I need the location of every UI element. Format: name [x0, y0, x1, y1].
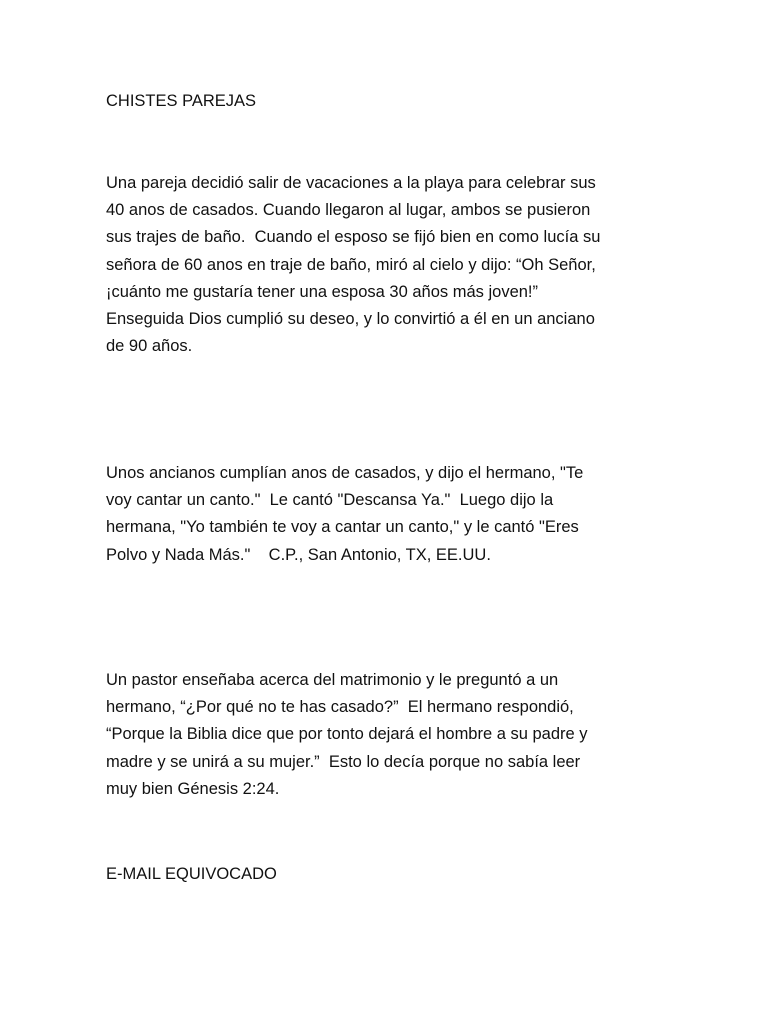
joke-paragraph-pastor-marriage: Un pastor enseñaba acerca del matrimonio y le preguntó a un hermano, “¿Por qué no te has casado?” El hermano respondió, “Porque la Biblia dice que por tonto dejará el hombre a su padre y madre y se unirá a su mujer.” Esto lo decía porque no sabía leer muy bien Génesis 2:24. — [106, 671, 588, 798]
joke-paragraph-anniversary-song: Unos ancianos cumplían anos de casados, y dijo el hermano, "Te voy cantar un canto." Le cantó "Descansa Ya." Luego dijo la hermana, "Yo también te voy a cantar un canto," y le cantó "Eres Polvo y Nada Más." C.P., San Antonio, TX, EE.UU. — [106, 464, 584, 564]
section-heading-email-equivocado: E-MAIL EQUIVOCADO — [106, 865, 277, 883]
section-heading-chistes-parejas: CHISTES PAREJAS — [106, 92, 257, 110]
joke-paragraph-vacation: Una pareja decidió salir de vacaciones a la playa para celebrar sus 40 anos de casados. Cuando llegaron al lugar, ambos se pusieron sus trajes de baño. Cuando el esposo se fijó bien en como lucía su señora de 60 anos en traje de baño, miró al cielo y dijo: “Oh Señor, ¡cuánto me gustaría tener una esposa 30 años más joven!” Enseguida Dios cumplió su deseo, y lo convirtió a él en un anciano de 90 años. — [106, 174, 601, 356]
